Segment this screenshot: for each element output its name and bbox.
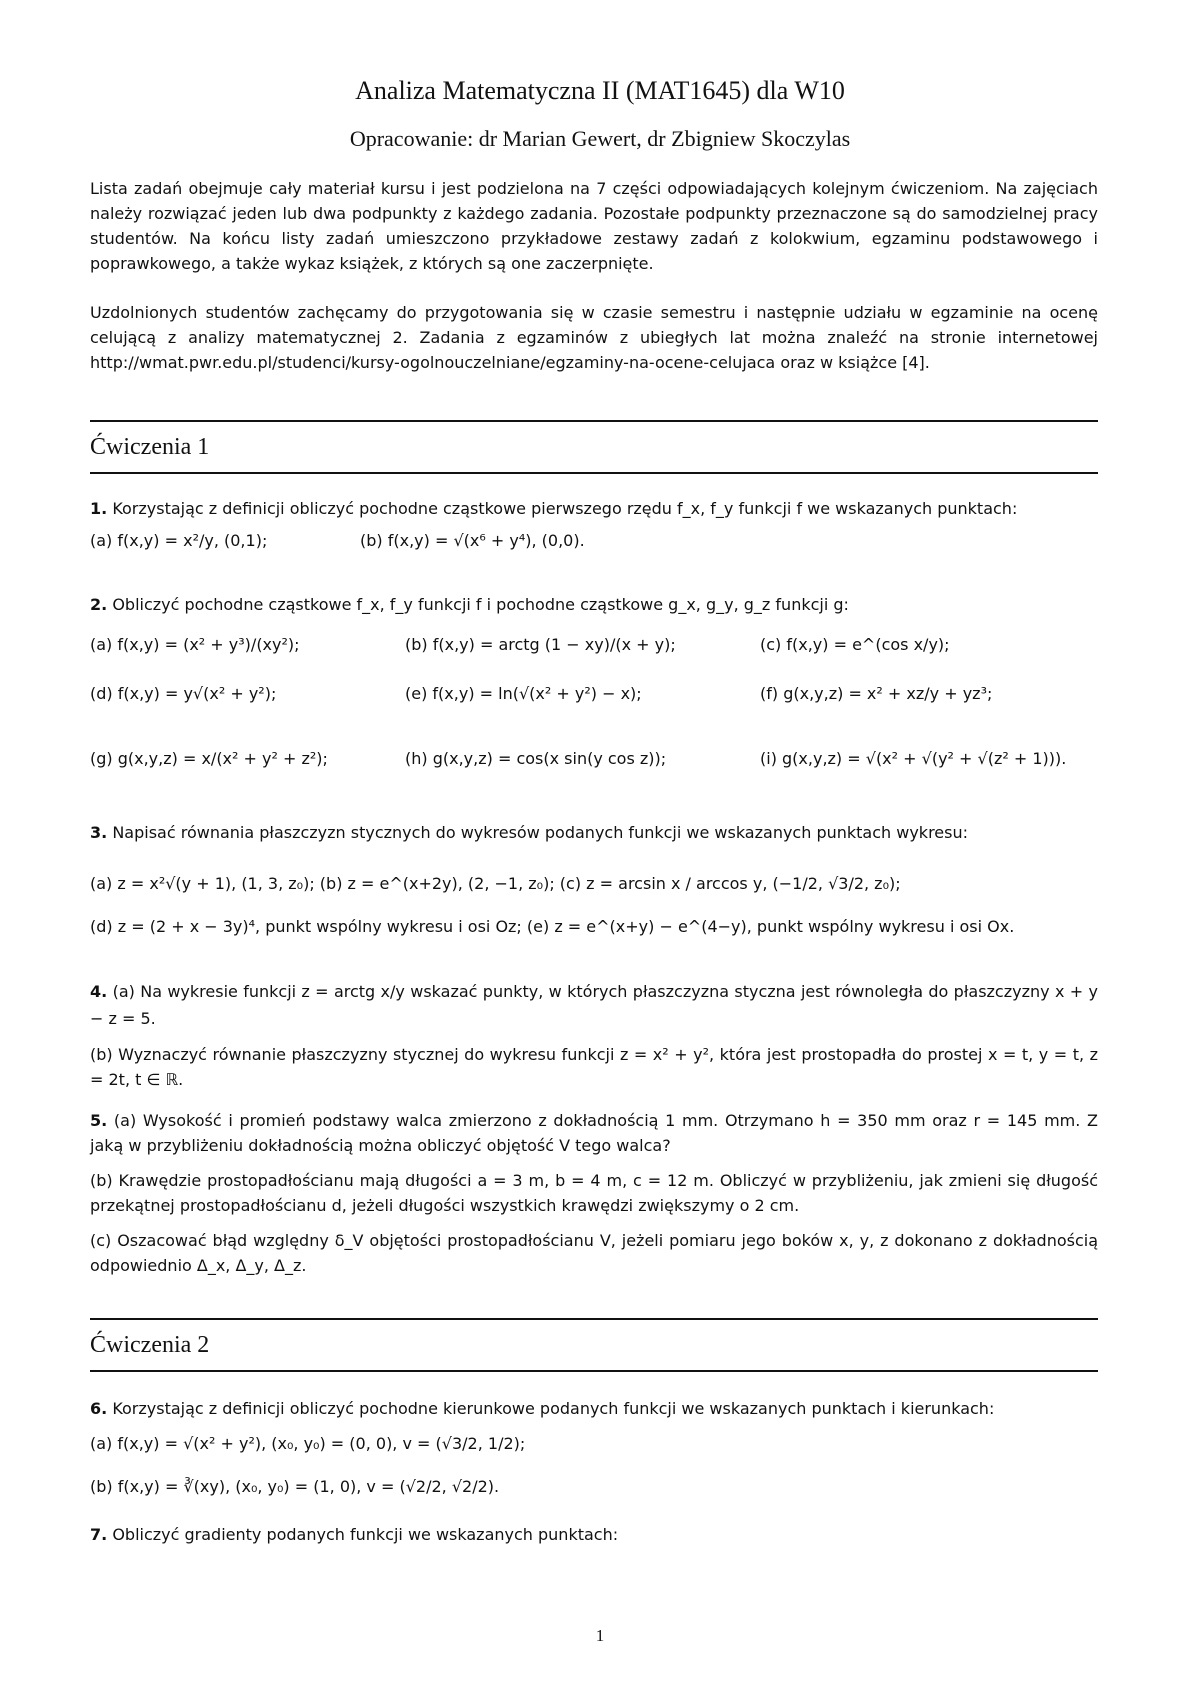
subproblem-a: (a) Wysokość i promień podstawy walca zmierzono z dokładnością 1 mm. Otrzymano h = 350 mm oraz r = 145 mm. Z jaką w przybliżeniu dokładnością można obliczyć objętość V tego walca? — [90, 1111, 1098, 1155]
section-rule-top — [90, 1318, 1098, 1320]
problem-text: Korzystając z definicji obliczyć pochodne kierunkowe podanych funkcji we wskazanych punktach i kierunkach: — [112, 1399, 995, 1418]
subproblem-d: (d) f(x,y) = y√(x² + y²); — [90, 684, 277, 703]
subproblem-b: (b) Krawędzie prostopadłościanu mają długości a = 3 m, b = 4 m, c = 12 m. Obliczyć w przybliżeniu, jak zmieni się długość przekątnej prostopadłościanu d, jeżeli długości wszystkich krawędzi zwiększymy o 2 cm. — [90, 1171, 1098, 1215]
subproblem-c: (c) Oszacować błąd względny δ_V objętości prostopadłościanu V, jeżeli pomiaru jego boków x, y, z dokonano z dokładnością odpowiednio Δ_x, Δ_y, Δ_z. — [90, 1231, 1098, 1275]
document-title: Analiza Matematyczna II (MAT1645) dla W10 — [355, 76, 845, 105]
subproblem-h: (h) g(x,y,z) = cos(x sin(y cos z)); — [405, 749, 667, 768]
subproblem-line-2: (d) z = (2 + x − 3y)⁴, punkt wspólny wykresu i osi Oz; (e) z = e^(x+y) − e^(4−y), punkt wspólny wykresu i osi Ox. — [90, 917, 1015, 936]
problem-text: Korzystając z definicji obliczyć pochodne cząstkowe pierwszego rzędu f_x, f_y funkcji f we wskazanych punktach: — [112, 499, 1018, 518]
subproblem-f: (f) g(x,y,z) = x² + xz/y + yz³; — [760, 684, 993, 703]
problem-4 — [90, 978, 1098, 1092]
problem-number: 7. — [90, 1525, 108, 1544]
problem-6 — [90, 1396, 1098, 1499]
subproblem-b: (b) Wyznaczyć równanie płaszczyzny stycznej do wykresu funkcji z = x² + y², która jest prostopadła do prostej x = t, y = t, z = 2t, t ∈ ℝ. — [90, 1045, 1098, 1089]
section-title-2: Ćwiczenia 2 — [90, 1332, 210, 1358]
intro-paragraph-1: Lista zadań obejmuje cały materiał kursu i jest podzielona na 7 części odpowiadających kolejnym ćwiczeniom. Na zajęciach należy rozwiązać jeden lub dwa podpunkty z każdego zadania. Pozostałe podpunkty przeznaczone są do samodzielnej pracy studentów. Na końcu listy zadań umieszczono przykładowe zestawy zadań z kolokwium, egzaminu podstawowego i poprawkowego, a także wykaz książek, z których są one zaczerpnięte. — [90, 179, 1098, 273]
problem-2 — [90, 592, 1098, 768]
problem-text: Obliczyć pochodne cząstkowe f_x, f_y funkcji f i pochodne cząstkowe g_x, g_y, g_z funkcji g: — [112, 595, 849, 614]
subproblem-b: (b) f(x,y) = arctg (1 − xy)/(x + y); — [405, 635, 676, 654]
subproblem-e: (e) f(x,y) = ln(√(x² + y²) − x); — [405, 684, 642, 703]
problem-1 — [90, 496, 1098, 550]
document-authors: Opracowanie: dr Marian Gewert, dr Zbigniew Skoczylas — [349, 126, 851, 151]
section-title-1: Ćwiczenia 1 — [90, 434, 210, 460]
problem-number: 5. — [90, 1111, 108, 1130]
subproblem-line-1: (a) z = x²√(y + 1), (1, 3, z₀); (b) z = e^(x+2y), (2, −1, z₀); (c) z = arcsin x / arccos y, (−1/2, √3/2, z₀); — [90, 874, 901, 893]
problem-text: Napisać równania płaszczyzn stycznych do wykresów podanych funkcji we wskazanych punktach wykresu: — [112, 823, 969, 842]
problem-5 — [90, 1108, 1098, 1278]
problem-text: Obliczyć gradienty podanych funkcji we wskazanych punktach: — [112, 1525, 619, 1544]
problem-number: 1. — [90, 499, 108, 518]
problem-number: 6. — [90, 1399, 108, 1418]
section-rule-top — [90, 420, 1098, 422]
subproblem-a: (a) f(x,y) = (x² + y³)/(xy²); — [90, 635, 300, 654]
page-number: 1 — [595, 1626, 605, 1645]
section-rule-bottom — [90, 472, 1098, 474]
subproblem-b: (b) f(x,y) = ∛(xy), (x₀, y₀) = (1, 0), v = (√2/2, √2/2). — [90, 1477, 500, 1496]
problem-number: 2. — [90, 595, 108, 614]
subproblem-c: (c) f(x,y) = e^(cos x/y); — [760, 635, 950, 654]
problem-3 — [90, 820, 1098, 939]
subproblem-a: (a) f(x,y) = x²/y, (0,1); — [90, 531, 268, 550]
problem-7 — [90, 1522, 1098, 1547]
intro-paragraph-2: Uzdolnionych studentów zachęcamy do przygotowania się w czasie semestru i następnie udziału w egzaminie na ocenę celującą z analizy matematycznej 2. Zadania z egzaminów z ubiegłych lat można znaleźć na stronie internetowej http://wmat.pwr.edu.pl/studenci/kursy-ogolnouczelniane/egzaminy-na-ocene-celujaca oraz w książce [4]. — [90, 303, 1098, 372]
subproblem-b: (b) f(x,y) = √(x⁶ + y⁴), (0,0). — [360, 531, 585, 550]
subproblem-i: (i) g(x,y,z) = √(x² + √(y² + √(z² + 1))). — [760, 749, 1067, 768]
section-rule-bottom — [90, 1370, 1098, 1372]
problem-number: 4. — [90, 982, 108, 1001]
problem-number: 3. — [90, 823, 108, 842]
subproblem-g: (g) g(x,y,z) = x/(x² + y² + z²); — [90, 749, 328, 768]
subproblem-a: (a) f(x,y) = √(x² + y²), (x₀, y₀) = (0, 0), v = (√3/2, 1/2); — [90, 1434, 526, 1453]
subproblem-a: (a) Na wykresie funkcji z = arctg x/y wskazać punkty, w których płaszczyzna styczna jest równoległa do płaszczyzny x + y − z = 5. — [90, 982, 1098, 1028]
